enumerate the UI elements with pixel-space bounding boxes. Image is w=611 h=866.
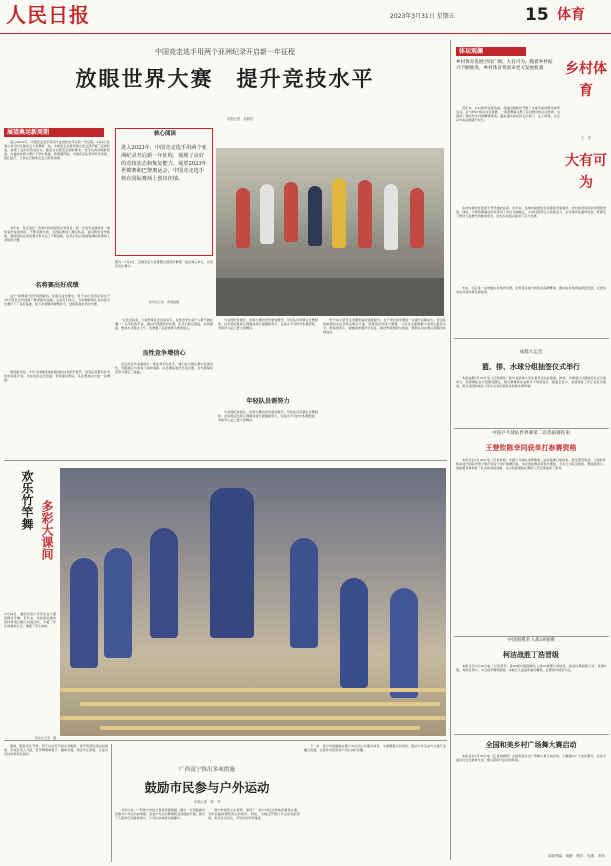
column-divider [450, 40, 451, 860]
column-text-2: 乡村体育的发展离不开设施的完善。近年来，各地持续推进全民健身设施建设，农村体育场地条件明显改善。同时，丰富的赛事活动也带动了乡村文旅融合，为乡村经济注入新的活力。乡村体育的蓬勃发展，既满足了群众日益增长的健身需求，也为乡村振兴提供了有力支撑。 [456, 206, 606, 219]
road-surface [216, 278, 444, 316]
dateline: 2023年3月31日 星期五 [390, 13, 455, 20]
brief3-text: 本报北京3月30日电（记者季芳）第36届中国围棋名人战16强赛日前结束，柯洁执黑战胜丁浩，晋级8强。其他对局中，多名棋手顺利晋级。本届名人战采用新的赛制，比赛将持续至年底。 [456, 664, 606, 673]
brief2-title: 王楚钦陈幸同获单打参赛资格 [485, 443, 577, 452]
student-figure [104, 548, 132, 658]
runner-figure [308, 186, 322, 246]
column-divider [111, 744, 112, 862]
lead-paragraph-1: 进入2023年，中国竞走选手用两个亚洲纪录开启新一年征程。3月4日在黄山举行的全国竞走大奖赛第一站，中国竞走名将凭借出色发挥打破了亚洲纪录，展现了良好的竞技状态。随后在全国竞走锦标赛中，选手们再次刷新纪录，为备战世界大赛打下坚实基础。新周期伊始，中国竞走队坚持科学训练，稳扎稳打，力争在巴黎奥运会上取得佳绩。 [4, 140, 110, 161]
lead-paragraph-6: 竞走队近年来涌现出一批优秀年轻选手，他们在全国比赛中表现出色，逐渐缩小与老将之间的差距。队伍梯队建设日趋合理，为长期保持竞争力奠定了基础。 [115, 362, 213, 375]
bamboo-pole [60, 716, 446, 720]
brief2-kicker: 中国乒乓球队世界赛第二站选拔赛结束 [491, 431, 571, 436]
lead-byline: 本报记者 刘硕阳 [226, 117, 254, 121]
runner-figure [358, 180, 372, 248]
lead-paragraph-7: 与亚洲纪录相比，世界大赛的竞争更加激烈。年轻队员需要在比赛经验、技术稳定性和心理素质等方面继续努力，在高水平对抗中积累经验，争取早日站上更大的舞台。 [218, 410, 318, 423]
runner-figure [384, 184, 398, 250]
runner-figure [236, 188, 250, 248]
bottom-kicker: 广西南宁推出多项措施 [179, 767, 235, 773]
race-walk-photo [216, 148, 444, 316]
subhead-stars: 名将赛出好成绩 [35, 282, 79, 289]
column-text-1: 近年来，乡村体育发展迅速，各地因地制宜开展了丰富多彩的群众体育活动。从“村BA”到乡村足球赛，一项项赛事点燃了乡村群众的运动热情，也展现了新时代乡村的精神风貌。越来越多的农民走出家门、走上球场，在运动中收获健康与快乐。 [456, 106, 560, 123]
photo1-credit: 新华社记者 黄博涵摄 [148, 300, 179, 304]
subhead-young: 年轻队员需努力 [246, 398, 290, 405]
feature-caption: 3月29日，湖南省某小学学生在大课间跳竹竿舞。近年来，该校将民族传统体育项目融入校园活动，丰富了学生的课余生活，增强了学生体质。 [4, 612, 56, 629]
bamboo-pole [100, 726, 420, 730]
column-author: 王 亮 [580, 136, 592, 140]
core-reading-box [115, 128, 213, 256]
lead-paragraph-4: 教练组介绍，今年冬训围绕体能储备和技术细节展开，每名队员都有针对性的训练计划。年轻选手成长迅速，老将保持稳定，队伍整体实力进一步增强。 [4, 370, 110, 383]
section-divider [4, 740, 447, 741]
brief3-title: 柯洁战胜丁浩晋级 [503, 650, 559, 659]
brief1-kicker: 成都大运会 [519, 350, 543, 355]
page-footer: 本版责编：杨静 制作：吴康 李浩 [547, 854, 605, 858]
runner-figure [260, 184, 274, 244]
brief4-title: 全国和美乡村广场舞大赛启动 [485, 740, 577, 749]
bottom-byline: 本报记者 钟 华 [193, 800, 221, 804]
feature-title-2: 多彩大课间 [40, 500, 54, 560]
student-figure [70, 558, 98, 668]
brief-divider [454, 428, 609, 429]
student-figure [150, 528, 178, 638]
bamboo-dance-photo [60, 468, 446, 736]
column-title-2: 大有可为 [565, 153, 607, 191]
bottom-headline: 鼓励市民参与户外运动 [144, 780, 270, 795]
brief-divider [454, 338, 609, 339]
column-text-3: 未来，还应进一步挖掘乡村体育资源，培育具有地方特色的品牌赛事，推动乡村体育高质量发展，让更多农民共享体育发展成果。 [456, 286, 606, 295]
bottom-text-1: 今年以来，广西南宁市结合自身资源禀赋，推出一系列鼓励市民参与户外运动的举措。各类户外运动赛事和活动陆续开展，吸引了大量市民和游客参与，户外运动热度持续攀升。 [115, 808, 205, 821]
section-bar-outlook: 展望奥运新周期 [4, 128, 104, 137]
brief2-text: 本报北京3月30日电（记者李硕）中国乒乓球队世界赛第二站选拔赛日前结束。经过激烈角逐，王楚钦和陈幸同分别获得男子单打和女子单打参赛资格。本次选拔赛采用积分赛制，多名主力队员参加。教练组表示，选拔赛有效检验了队员的训练成果，也为后续国际比赛的人员安排提供了参考。 [456, 458, 606, 471]
brief3-kicker: 中国围棋名人战16强赛 [507, 638, 555, 643]
newspaper-logo: 人民日报 [6, 3, 90, 27]
lead-headline: 放眼世界大赛 提升竞技水平 [75, 66, 375, 91]
feature-title-1: 欢乐竹竿舞 [20, 470, 34, 530]
column-title-1: 乡村体育 [565, 61, 607, 99]
brief1-title: 篮、排、水球分组抽签仪式举行 [482, 362, 580, 371]
core-reading-title: 核心阅读 [153, 131, 176, 137]
lead-paragraph-7a: 与亚洲纪录相比，世界大赛的竞争更加激烈。年轻队员需要在比赛经验、技术稳定性和心理素质等方面继续努力，在高水平对抗中积累经验，争取早日站上更大的舞台。 [218, 318, 318, 331]
lead-paragraph-3: 这个“新周期”的开局很顺利。在黄山站比赛中，男子20公里竞走和女子20公里竞走均创造了赛季最好成绩。运动员们表示，冬训期间的扎实训练为比赛打下了良好基础，接下来将继续调整状态，迎接更高水平的比赛。 [4, 294, 110, 307]
column-lead-in: 乡村体育发展空间广阔，大有可为。随着乡村振兴不断推进，乡村体育将迎来更大发展机遇 [456, 60, 553, 72]
runner-figure [410, 188, 424, 248]
brief-divider [454, 636, 609, 637]
section-name: 体育 [557, 7, 585, 23]
bottom-text-2: 南宁市依托山水资源，建设了一批户外运动营地和健身步道，为市民提供便利的运动场所。同时，当地还开展户外运动技能培训，普及安全知识，引导市民科学健身。 [208, 808, 300, 821]
page-number: 15 [525, 5, 549, 25]
subhead-competition: 良性竞争增信心 [142, 350, 186, 357]
brief4-text: 本报北京3月30日电（记者刘硕阳）全国和美乡村广场舞大赛日前启动。大赛面向广大农民群众，旨在丰富乡村文化体育生活，展示新时代乡村新风貌。 [456, 754, 606, 763]
runner-figure [284, 182, 298, 242]
lead-paragraph-5a: “在竞走队里，大家既是队友也是对手。良性竞争让每个人都不敢松懈。”一名年轻选手说。通过内部测试和比赛，队员们相互促进，共同提高，整体水平稳步上升，也增强了征战世界大赛的信心。 [115, 318, 213, 331]
core-reading-text: 进入2023年，中国竞走选手用两个亚洲纪录开启新一年征程，展现了良好的竞技状态和恢复能力。展望2023年世锦赛和巴黎奥运会，中国竞走选手将在国际赛场上创出佳绩。 [121, 145, 207, 183]
lead-paragraph-8: 男子20公里竞走需要更高的速度耐力，女子项目则需要进一步提升后程能力。竞走队将根据每名队员特点制定方案，统筹安排训练与参赛，力求在关键赛事中发挥出最佳水平。教练组表示，将继续加强科学训练，做好伤病预防与恢复，帮助队员在奥运周期内持续进步。 [323, 318, 446, 335]
brief1-text: 本报成都3月30日电（记者郑轶）第31届世界大学生夏季运动会篮球、排球、水球项目分组抽签仪式日前举行。各参赛队伍分组情况确定，相关赛事将在成都多个场馆进行。组委会表示，各项筹备工作正在有序推进，将为各国和地区大学生运动员提供优质的比赛环境。 [456, 376, 606, 389]
tail-text: 课间，随着音乐节奏，孩子们在竹竿间灵活跳跃，欢声笑语回荡在校园里。学校负责人介绍，竹竿舞简单易学、趣味性强，深受学生喜爱，已成为学校体育特色项目。 [4, 744, 108, 757]
runner-figure [332, 178, 346, 248]
section-bar-column: 体坛观澜 [456, 47, 526, 56]
lead-paragraph-2: 多年来，竞走项目一直是中国田径的优势项目。新一代选手在继承老一辈优良传统的同时，不断突破自我，在国际赛场上屡有斩获。面对新的竞争格局，教练团队在训练理念和方法上不断创新，队员们也以更加饱满的热情投入训练和比赛。 [4, 226, 110, 243]
student-figure [390, 588, 418, 698]
bamboo-pole [80, 702, 440, 706]
photo1-caption: 图为：3月4日，全国竞走大奖赛暨全国冠军赛第一站在黄山举行，运动员在比赛中。 [115, 260, 213, 269]
feature-credit: 新华社记者 摄 [34, 736, 56, 740]
student-figure [290, 538, 318, 648]
bamboo-pole [60, 688, 446, 692]
masthead [0, 0, 611, 34]
brief-divider [454, 734, 609, 735]
student-figure [210, 488, 254, 638]
lead-kicker: 中国竞走选手用两个亚洲纪录开启新一年征程 [155, 48, 295, 56]
section-divider [4, 460, 447, 461]
bottom-text-3: 下一步，南宁市将继续完善户外运动公共服务体系，丰富赛事活动供给，推动户外运动与文旅产业融合发展，让更多市民享受户外运动的乐趣。 [304, 744, 446, 753]
student-figure [340, 578, 368, 688]
